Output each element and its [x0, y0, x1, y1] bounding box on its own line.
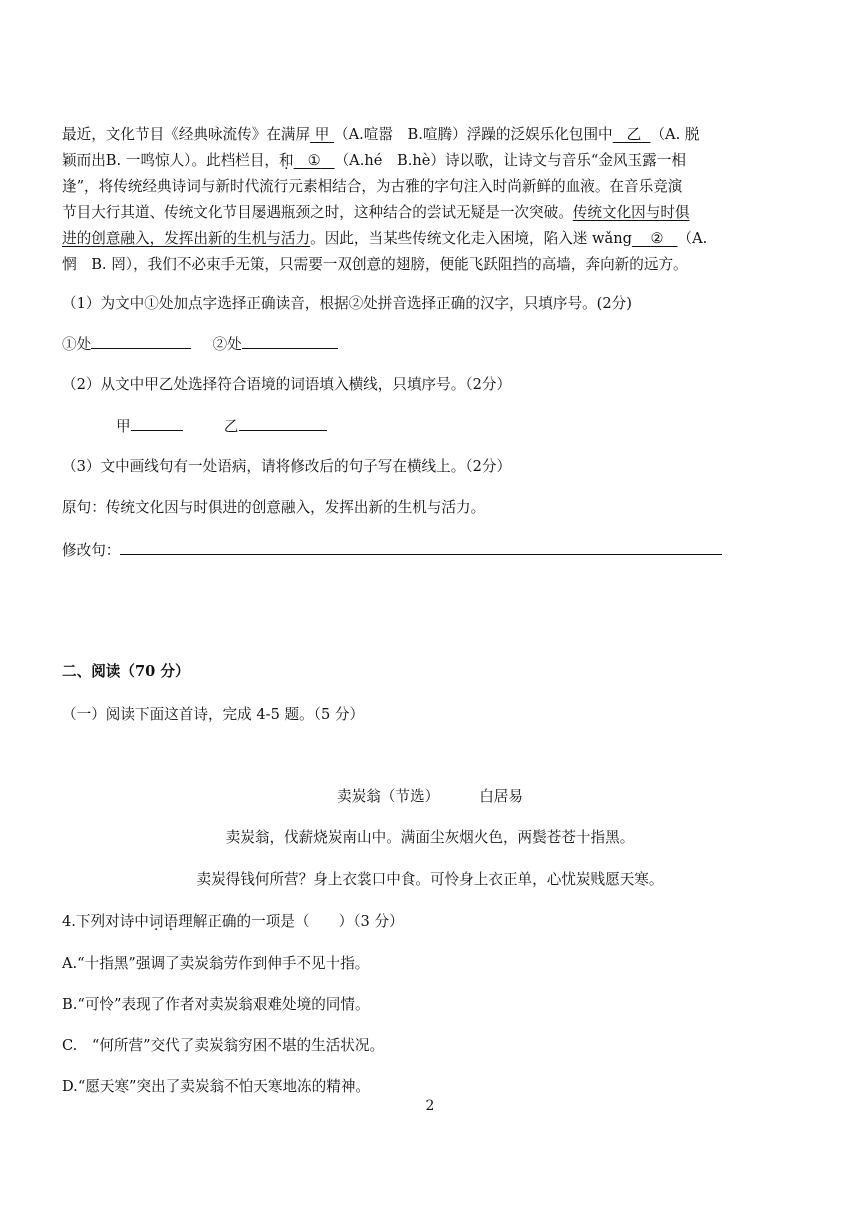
passage-text: 逢”，将传统经典诗词与新时代流行元素相结合，为古雅的字句注入时尚新鲜的血液。在音乐竞演 — [62, 178, 683, 195]
original-sentence — [62, 498, 485, 518]
question-text: （1）为文中①处加点字选择正确读音，根据②处拼音选择正确的汉字，只填序号。(2分) — [62, 295, 632, 312]
answer-label: 修改句： — [62, 542, 121, 559]
blank-yi: 乙 — [626, 126, 642, 143]
passage-text: （A.喧嚣 B.喧腾）浮躁的泛娱乐化包围中 — [334, 126, 613, 143]
answer-blank-1[interactable] — [91, 334, 191, 349]
poem-author: 白居易 — [479, 788, 523, 805]
poem-text: 卖炭得钱何所营？身上衣裳口中食。可怜身上衣正单，心忧炭贱愿天寒。 — [196, 871, 664, 888]
question-text: 4.下列对诗中 — [62, 913, 149, 930]
blank-1: ① — [307, 152, 321, 169]
passage-line-4 — [62, 203, 690, 223]
section-title: 二、阅读（70 分） — [62, 663, 190, 680]
passage-text: 惘 B. 罔），我们不必束手无策，只需要一双创意的翅膀，便能飞跃阻挡的高墙，奔向新的远方。 — [62, 256, 688, 273]
revised-sentence-row — [62, 540, 722, 561]
passage-line-3 — [62, 177, 682, 197]
question-1 — [62, 294, 632, 314]
instruction-text: （一）阅读下面这首诗，完成 4-5 题。（5 分） — [62, 706, 365, 723]
answer-row-2 — [116, 416, 327, 437]
option-text: D.“愿天寒”突出了卖炭翁不怕天寒地冻的精神。 — [62, 1078, 371, 1095]
option-text: A.“十指黑”强调了卖炭翁劳作到伸手不见十指。 — [62, 955, 370, 972]
question-3 — [62, 457, 511, 477]
question-text: （2）从文中甲乙处选择符合语境的词语填入横线，只填序号。（2分） — [62, 376, 512, 393]
passage-text: 最近，文化节目《经典咏流传》在满屏 — [62, 126, 311, 143]
original-text: 原句：传统文化因与时俱进的创意融入，发挥出新的生机与活力。 — [62, 499, 486, 516]
answer-blank-jia[interactable] — [131, 416, 183, 431]
option-a[interactable] — [62, 954, 369, 974]
answer-blank-2[interactable] — [242, 334, 338, 349]
answer-label: ①处 — [62, 336, 92, 353]
poem-title-row — [0, 787, 860, 807]
dotted-char: 词 — [148, 913, 164, 930]
section-heading — [62, 662, 190, 682]
poem-line-2 — [0, 870, 860, 890]
passage-text: 颖而出B. 一鸣惊人）。此档栏目， — [62, 152, 280, 169]
poem-title: 卖炭翁（节选） — [337, 788, 440, 805]
question-4 — [62, 912, 404, 932]
option-c[interactable] — [62, 1036, 384, 1056]
poem-line-1 — [0, 828, 860, 848]
question-text: （3）文中画线句有一处语病，请将修改后的句子写在横线上。（2分） — [62, 458, 512, 475]
passage-line-2 — [62, 151, 686, 171]
dotted-char-he: 和 — [279, 152, 294, 169]
blank-jia: 甲 — [314, 126, 330, 143]
dotted-char: 语 — [163, 913, 179, 930]
blank-2: ② — [650, 230, 664, 247]
passage-text: 节目大行其道、传统文化节目屡遇瓶颈之时，这种结合的尝试无疑是一次突破。 — [62, 204, 573, 221]
poem-text: 卖炭翁，伐薪烧炭南山中。满面尘灰烟火色，两鬓苍苍十指黑。 — [225, 829, 635, 846]
passage-line-6 — [62, 255, 688, 275]
answer-label: ②处 — [212, 336, 242, 353]
passage-line-1 — [62, 125, 699, 145]
option-d[interactable] — [62, 1077, 370, 1097]
passage-line-5 — [62, 229, 707, 249]
passage-text: 。因此，当某些传统文化走入困境，陷入迷 wǎng — [310, 230, 632, 247]
option-text: C. “何所营”交代了卖炭翁穷困不堪的生活状况。 — [62, 1037, 385, 1054]
answer-label: 甲 — [116, 418, 131, 435]
passage-text: （A. 脱 — [650, 126, 700, 143]
passage-text: （A.hé B.hè）诗以歌，让诗文与音乐“金风玉露一相 — [334, 152, 686, 169]
answer-blank-revised[interactable] — [120, 540, 722, 555]
section-instruction — [62, 705, 364, 725]
answer-label: 乙 — [223, 418, 239, 435]
underlined-sentence: 进的创意融入，发挥出新的生机与活力 — [62, 230, 311, 247]
question-2 — [62, 375, 511, 395]
passage-text: （A. — [677, 230, 708, 247]
option-text: B.“可怜”表现了作者对卖炭翁艰难处境的同情。 — [62, 996, 370, 1013]
page-number: 2 — [425, 1098, 435, 1114]
answer-blank-yi[interactable] — [239, 416, 327, 431]
question-text: 理解正确的一项是（ ）（3 分） — [178, 913, 404, 930]
answer-row-1 — [62, 334, 338, 355]
option-b[interactable] — [62, 995, 370, 1015]
underlined-sentence: 传统文化因与时俱 — [572, 204, 690, 221]
